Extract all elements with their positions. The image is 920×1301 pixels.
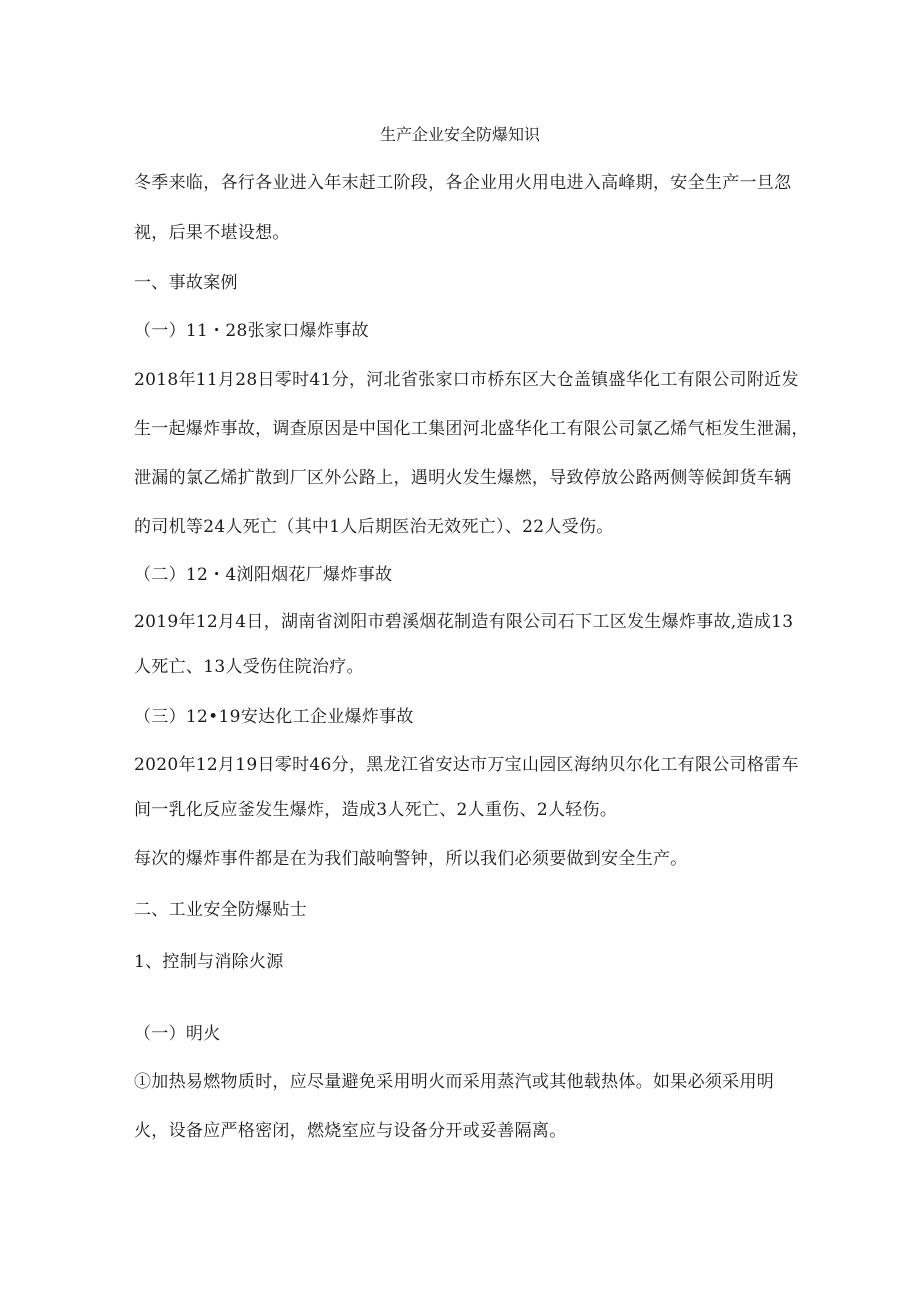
subsection-heading: （一）明火 [134,1024,221,1044]
document-title: 生产企业安全防爆知识 [379,125,540,144]
paragraph-line: 泄漏的氯乙烯扩散到厂区外公路上，遇明火发生爆燃，导致停放公路两侧等候卸货车辆 [134,468,792,488]
paragraph-line: 间一乳化反应釜发生爆炸，造成3人死亡、2人重伤、2人轻伤。 [134,800,618,820]
paragraph-line: 生一起爆炸事故，调查原因是中国化工集团河北盛华化工有限公司氯乙烯气柜发生泄漏， [134,419,809,439]
paragraph-line: ①加热易燃物质时，应尽量避免采用明火而采用蒸汽或其他载热体。如果必须采用明 [134,1072,775,1092]
paragraph-line: 视，后果不堪设想。 [134,223,290,243]
subsection-heading: （二）12・4浏阳烟花厂爆炸事故 [134,565,393,585]
subsection-heading: 1、控制与消除火源 [134,952,284,972]
paragraph-line: 火，设备应严格密闭，燃烧室应与设备分开或妥善隔离。 [134,1121,567,1141]
paragraph-line: 2018年11月28日零时41分，河北省张家口市桥东区大仓盖镇盛华化工有限公司附近发 [134,370,799,390]
subsection-heading: （一）11・28张家口爆炸事故 [134,321,369,341]
subsection-heading: （三）12•19安达化工企业爆炸事故 [134,707,414,727]
paragraph-line: 2020年12月19日零时46分，黑龙江省安达市万宝山园区海纳贝尔化工有限公司格雷车 [134,755,799,775]
section-heading: 一、事故案例 [134,273,238,293]
paragraph-line: 的司机等24人死亡（其中1人后期医治无效死亡）、22人受伤。 [134,517,614,537]
section-heading: 二、工业安全防爆贴士 [134,900,307,920]
paragraph-line: 每次的爆炸事件都是在为我们敲响警钟，所以我们必须要做到安全生产。 [134,849,688,869]
paragraph-line: 冬季来临，各行各业进入年末赶工阶段，各企业用火用电进入高峰期，安全生产一旦忽 [134,173,792,193]
paragraph-line: 2019年12月4日，湖南省浏阳市碧溪烟花制造有限公司石下工区发生爆炸事故,造成13 [134,612,794,632]
paragraph-line: 人死亡、13人受伤住院治疗。 [134,657,364,677]
